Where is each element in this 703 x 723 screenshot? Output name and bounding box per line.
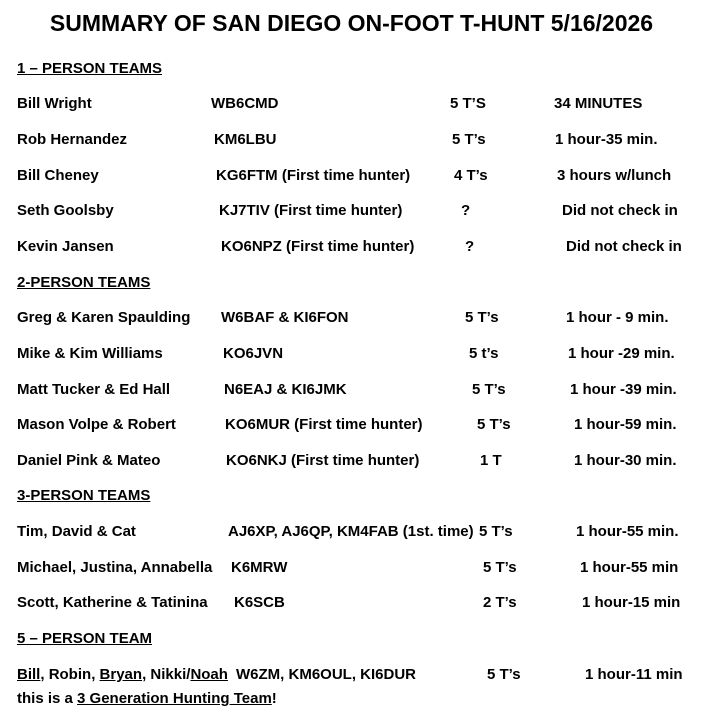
callsign: KJ7TIV (First time hunter) (219, 202, 403, 219)
section-heading-5-person: 5 – PERSON TEAM (17, 630, 153, 647)
transmitter-count: 5 T’s (452, 131, 486, 148)
team-name: Mason Volpe & Robert (17, 416, 176, 433)
hunt-time: 34 MINUTES (554, 95, 643, 112)
hunt-time: 1 hour-59 min. (574, 416, 677, 433)
transmitter-count: 5 T’S (450, 95, 486, 112)
hunt-time: 1 hour-35 min. (555, 131, 658, 148)
transmitter-count: 5 T’s (477, 416, 511, 433)
member-name: Noah (190, 666, 228, 683)
member-name: Bill (17, 666, 41, 683)
callsign: KO6NKJ (First time hunter) (226, 452, 420, 469)
hunt-time: Did not check in (566, 238, 682, 255)
hunt-time: 3 hours w/lunch (557, 167, 672, 184)
footer-note (17, 690, 277, 707)
footer-suffix: ! (271, 690, 277, 707)
callsign: K6MRW (231, 559, 288, 576)
member-name: Bryan (99, 666, 143, 683)
transmitter-count: ? (465, 238, 475, 255)
hunt-time: 1 hour - 9 min. (566, 309, 669, 326)
section-heading-1-person: 1 – PERSON TEAMS (17, 60, 163, 77)
callsign: KG6FTM (First time hunter) (216, 167, 411, 184)
hunt-time: 1 hour-55 min (580, 559, 679, 576)
team-name: Tim, David & Cat (17, 523, 136, 540)
callsign: KO6JVN (223, 345, 284, 362)
hunt-time: Did not check in (562, 202, 678, 219)
transmitter-count: 5 T’s (487, 666, 521, 683)
member-name: Nikki (150, 666, 187, 683)
team-name: Rob Hernandez (17, 131, 128, 148)
team-name: Greg & Karen Spaulding (17, 309, 191, 326)
callsign: N6EAJ & KI6JMK (224, 381, 347, 398)
transmitter-count: 5 T’s (483, 559, 517, 576)
callsign: W6ZM, KM6OUL, KI6DUR (236, 666, 416, 683)
team-name: Bill Wright (17, 95, 92, 112)
transmitter-count: ? (461, 202, 471, 219)
transmitter-count: 5 T’s (479, 523, 513, 540)
team-name: Kevin Jansen (17, 238, 114, 255)
callsign: WB6CMD (211, 95, 279, 112)
team-name: Seth Goolsby (17, 202, 114, 219)
team-name: Matt Tucker & Ed Hall (17, 381, 171, 398)
team-name: Daniel Pink & Mateo (17, 452, 161, 469)
section-heading-3-person: 3-PERSON TEAMS (17, 487, 151, 504)
section-heading-2-person: 2-PERSON TEAMS (17, 274, 151, 291)
team-name: Bill Cheney (17, 167, 99, 184)
callsign: AJ6XP, AJ6QP, KM4FAB (1st. time) (228, 523, 474, 540)
transmitter-count: 4 T’s (454, 167, 488, 184)
transmitter-count: 1 T (480, 452, 502, 469)
hunt-time: 1 hour -29 min. (568, 345, 675, 362)
transmitter-count: 2 T’s (483, 594, 517, 611)
hunt-time: 1 hour -39 min. (570, 381, 677, 398)
hunt-time: 1 hour-30 min. (574, 452, 677, 469)
hunt-time: 1 hour-15 min (582, 594, 681, 611)
member-name: Robin (48, 666, 92, 683)
hunt-time: 1 hour-11 min (585, 666, 683, 683)
team-name: Bill, Robin, Bryan, Nikki/Noah (17, 666, 228, 683)
transmitter-count: 5 T’s (472, 381, 506, 398)
footer-highlight: 3 Generation Hunting Team (77, 690, 272, 707)
hunt-time: 1 hour-55 min. (576, 523, 679, 540)
transmitter-count: 5 t’s (469, 345, 499, 362)
callsign: KO6NPZ (First time hunter) (221, 238, 415, 255)
page-title: SUMMARY OF SAN DIEGO ON-FOOT T-HUNT 5/16/2026 (49, 10, 654, 36)
transmitter-count: 5 T’s (465, 309, 499, 326)
callsign: K6SCB (234, 594, 285, 611)
callsign: KO6MUR (First time hunter) (225, 416, 423, 433)
callsign: W6BAF & KI6FON (221, 309, 349, 326)
footer-prefix: this is a (17, 690, 78, 707)
team-name: Scott, Katherine & Tatinina (17, 594, 208, 611)
team-name: Mike & Kim Williams (17, 345, 163, 362)
team-name: Michael, Justina, Annabella (17, 559, 213, 576)
callsign: KM6LBU (214, 131, 277, 148)
